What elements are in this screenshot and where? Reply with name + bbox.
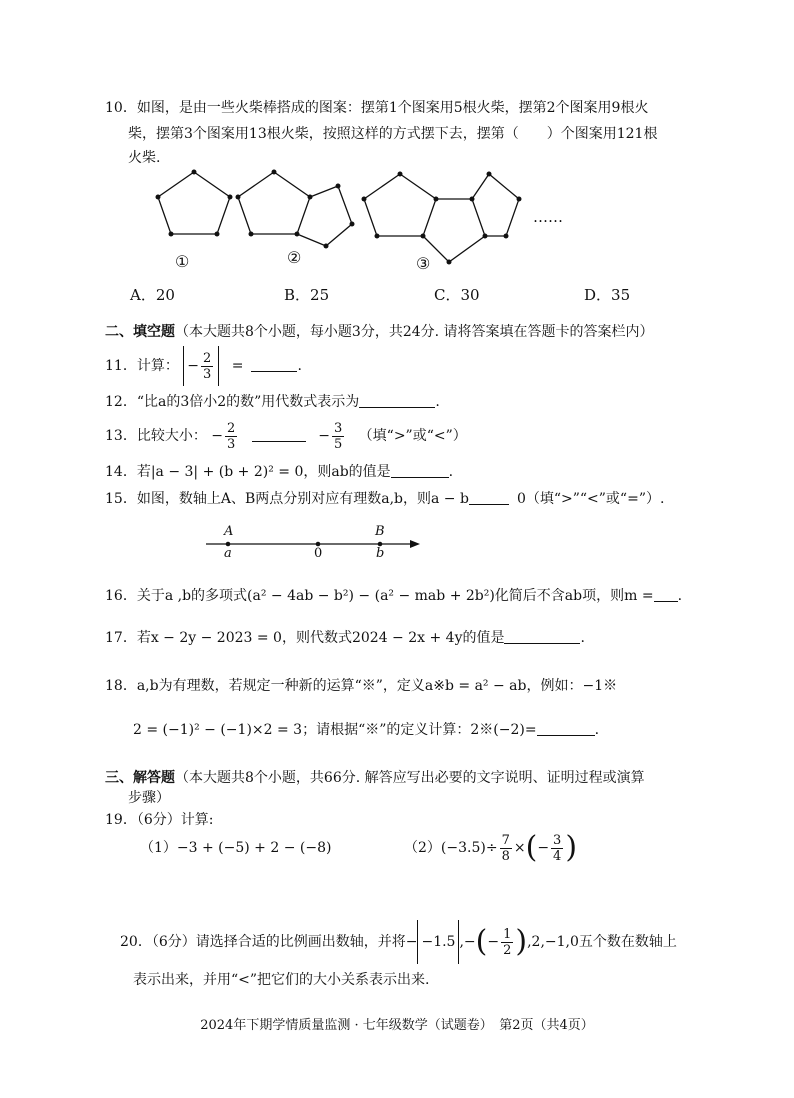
axis-label-B: B <box>375 524 385 539</box>
q11-blank <box>251 357 297 372</box>
q11-number: 11． <box>105 358 137 374</box>
q11 <box>105 346 302 386</box>
axis-label-zero: 0 <box>314 546 323 561</box>
matchstick-figure <box>150 160 580 280</box>
q18-end: . <box>594 722 600 738</box>
q20-line1 <box>120 920 677 964</box>
q19-text: （6分）计算: <box>136 812 214 828</box>
section3-heading <box>105 768 645 788</box>
q13-d2: 5 <box>333 436 343 452</box>
section3-desc: （本大题共8个小题，共66分. 解答应写出必要的文字说明、证明过程或演算 <box>175 770 645 786</box>
q11-text: 计算： <box>136 358 179 374</box>
option-b: B．25 <box>284 286 330 304</box>
q19-part2 <box>404 826 577 870</box>
option-a: A．20 <box>130 286 175 304</box>
figure-label-3: ③ <box>416 254 431 273</box>
q13-neg1: − <box>211 428 224 444</box>
q17-end: . <box>580 630 585 646</box>
q13 <box>105 416 467 456</box>
q20-lparen: ( <box>475 924 488 959</box>
q15-text: 如图，数轴上A、B两点分别对应有理数a,b，则a − b <box>136 491 469 507</box>
q20-fd: 2 <box>503 942 512 958</box>
q10-text1: 如图，是由一些火柴棒搭成的图案：摆第1个图案用5根火柴，摆第2个图案用9根火 <box>136 100 649 116</box>
q16-end: . <box>677 588 683 604</box>
q15 <box>105 489 664 509</box>
q16-number: 16． <box>105 588 137 604</box>
q10-number: 10． <box>105 100 137 116</box>
q11-num: 2 <box>203 350 212 366</box>
q15-hint: 0（填“>”“<”或“=”）. <box>516 491 665 507</box>
q19-p2-d: 8 <box>501 848 510 864</box>
section2-heading <box>105 322 654 342</box>
q13-frac2 <box>332 421 344 452</box>
q19-p2-label: （2） <box>404 840 441 856</box>
axis-label-b: b <box>376 546 385 561</box>
figure-label-1: ① <box>175 252 190 271</box>
q20-text1: （6分）请选择合适的比例画出数轴，并将 <box>151 934 406 950</box>
q19-p2-frac2 <box>551 833 563 864</box>
q14-blank <box>391 463 449 478</box>
q19-lparen: ( <box>525 830 538 865</box>
q11-den: 3 <box>203 366 212 382</box>
q19-p2-frac1 <box>500 833 512 864</box>
option-d: D．35 <box>584 286 631 304</box>
q13-n2: 3 <box>333 420 343 436</box>
axis-label-a: a <box>224 546 232 561</box>
q16-text: 关于a ,b的多项式(a² − 4ab − b²) − (a² − mab + 2b²)化简后不含ab项，则m = <box>136 588 654 604</box>
q18-line2 <box>133 720 599 740</box>
q18-blank <box>537 721 595 736</box>
q10-line2: 柴，摆第3个图案用13根火柴，按照这样的方式摆下去，摆第（ ）个图案用121根 <box>128 126 658 142</box>
q19 <box>105 810 213 830</box>
q19-p2-neg: − <box>537 840 550 856</box>
axis-label-A: A <box>224 524 234 539</box>
q19-p2-n2: 3 <box>553 832 562 848</box>
q19-part1: （1）−3 + (−5) + 2 − (−8) <box>140 840 332 856</box>
figure-ellipsis: …… <box>533 208 563 226</box>
section2-desc: （本大题共8个小题，每小题3分，共24分. 请将答案填在答题卡的答案栏内） <box>175 324 654 340</box>
q11-sign: − <box>187 358 200 374</box>
q20-neg: − <box>487 934 500 950</box>
q19-p2-a: (−3.5)÷ <box>440 840 498 856</box>
q12 <box>105 392 440 412</box>
q18-text1: a,b为有理数，若规定一种新的运算“※”，定义a※b = a² − ab，例如：−1※ <box>136 678 618 694</box>
q20-tail: ,2,−1,0五个数在数轴上 <box>527 934 677 950</box>
q11-end: . <box>297 358 302 374</box>
q19-number: 19． <box>105 812 137 828</box>
q20-abs-prefix: − <box>405 934 418 950</box>
option-c: C．30 <box>434 286 480 304</box>
q17-number: 17． <box>105 630 137 646</box>
q20-fn: 1 <box>503 926 512 942</box>
section3-desc2: 步骤） <box>128 790 170 806</box>
q11-abs <box>183 346 219 386</box>
q11-fraction <box>201 351 213 382</box>
q10-line1 <box>105 98 648 118</box>
section3-title: 三、解答题 <box>105 770 175 786</box>
q15-blank <box>469 490 509 505</box>
q12-text: “比a的3倍小2的数”用代数式表示为 <box>136 394 360 410</box>
q13-neg2: − <box>318 428 330 444</box>
q17-blank <box>504 629 580 644</box>
section2-title: 二、填空题 <box>105 324 175 340</box>
q13-n1: 2 <box>227 420 236 436</box>
q10-line3: 火柴. <box>128 150 161 166</box>
pentagon-1-dots <box>156 170 233 237</box>
q13-blank <box>252 427 306 442</box>
q16-blank <box>654 587 678 602</box>
q20-abs: −1.5 <box>417 920 459 964</box>
q19-rparen: ) <box>565 830 578 865</box>
pentagon-1 <box>158 172 230 234</box>
q20-line2: 表示出来，并用“<”把它们的大小关系表示出来. <box>133 972 430 988</box>
q20-rparen: ) <box>515 924 528 959</box>
q19-p2-times: × <box>513 840 526 856</box>
q13-frac1 <box>225 421 237 452</box>
q14-number: 14． <box>105 464 137 480</box>
q13-number: 13． <box>105 428 137 444</box>
q19-p2-d2: 4 <box>553 848 562 864</box>
q20-frac <box>501 927 513 958</box>
q18-text2: 2 = (−1)² − (−1)×2 = 3；请根据“※”的定义计算：2※(−2)= <box>133 722 537 738</box>
q18-line1 <box>105 676 617 696</box>
q11-eq: = <box>231 358 244 374</box>
q14-end: . <box>448 464 454 480</box>
q16 <box>105 586 682 606</box>
q12-blank <box>359 393 435 408</box>
q12-number: 12． <box>105 394 137 410</box>
q12-end: . <box>435 394 440 410</box>
q20-number: 20． <box>120 934 152 950</box>
q19-p2-n: 7 <box>501 832 510 848</box>
q13-d1: 3 <box>227 436 236 452</box>
page-footer: 2024年下期学情质量监测 · 七年级数学（试题卷） 第2页（共4页） <box>200 1018 594 1033</box>
q14 <box>105 462 453 482</box>
pentagon-3 <box>364 174 519 262</box>
figure-label-2: ② <box>287 248 302 267</box>
pentagon-3-dots <box>362 172 522 265</box>
q13-hint: （填“>”或“<”） <box>358 428 467 444</box>
q17 <box>105 628 585 648</box>
q14-text: 若|a − 3| + (b + 2)² = 0，则ab的值是 <box>136 464 391 480</box>
q13-text: 比较大小： <box>136 428 207 444</box>
q17-text: 若x − 2y − 2023 = 0，则代数式2024 − 2x + 4y的值是 <box>136 630 505 646</box>
q15-number: 15． <box>105 491 137 507</box>
q18-number: 18． <box>105 678 137 694</box>
q20-mid: ,− <box>459 934 476 950</box>
